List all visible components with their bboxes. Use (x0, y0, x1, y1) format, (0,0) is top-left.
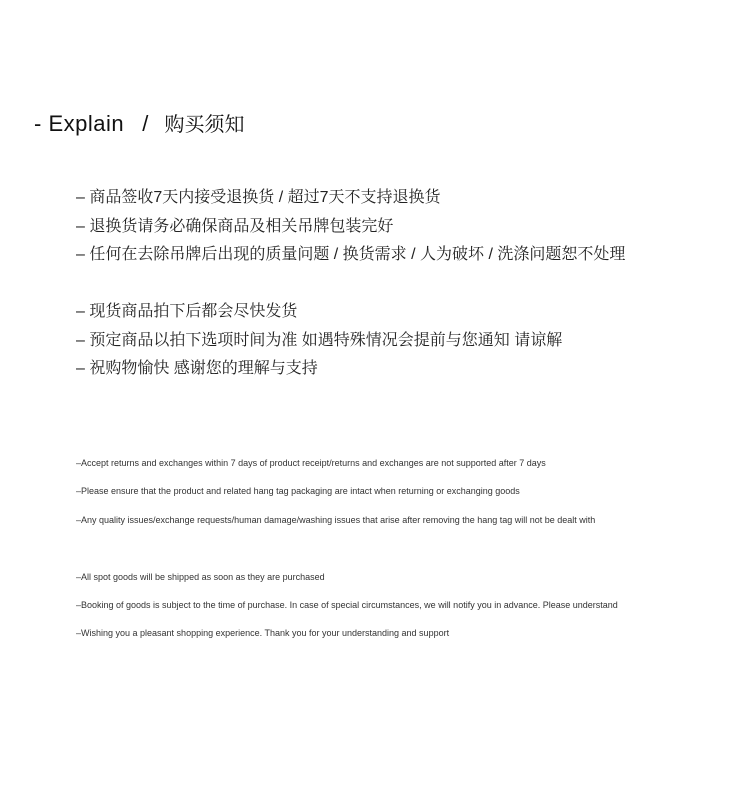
note-en-thanks: –Wishing you a pleasant shopping experience. Thank you for your understanding and support (76, 628, 450, 639)
note-cn-preorder: – 预定商品以拍下选项时间为准 如遇特殊情况会提前与您通知 请谅解 (76, 331, 563, 349)
note-cn-packaging-intact: – 退换货请务必确保商品及相关吊牌包装完好 (76, 217, 394, 235)
list-gap (76, 539, 618, 567)
title-chinese: 购买须知 (164, 114, 245, 136)
note-cn-not-handled: – 任何在去除吊牌后出现的质量问题 / 换货需求 / 人为破坏 / 洗涤问题恕不处理 (76, 246, 626, 263)
note-en-spot-goods: –All spot goods will be shipped as soon as they are purchased (76, 571, 325, 582)
note-cn-thanks: – 祝购物愉快 感谢您的理解与支持 (76, 360, 318, 377)
title-english: - Explain (34, 111, 125, 136)
note-cn-spot-goods: – 现货商品拍下后都会尽快发货 (76, 303, 298, 320)
note-en-preorder: –Booking of goods is subject to the time of purchase. In case of special circumstances, we will notify you in advance. Please understand (76, 599, 618, 610)
notes-english (76, 454, 618, 653)
note-en-not-handled: –Any quality issues/exchange requests/human damage/washing issues that arise after removing the hang tag will not be dealt with (76, 514, 596, 525)
note-en-returns-policy: –Accept returns and exchanges within 7 days of product receipt/returns and exchanges are not supported after 7 days (76, 458, 546, 468)
list-gap (76, 270, 625, 299)
note-cn-returns-policy: – 商品签收7天内接受退换货 / 超过7天不支持退换货 (76, 189, 441, 206)
notes-chinese (76, 184, 625, 384)
page-title (34, 108, 244, 140)
note-en-packaging-intact: –Please ensure that the product and related hang tag packaging are intact when returning or exchanging goods (76, 486, 520, 497)
title-separator: / (142, 111, 149, 136)
